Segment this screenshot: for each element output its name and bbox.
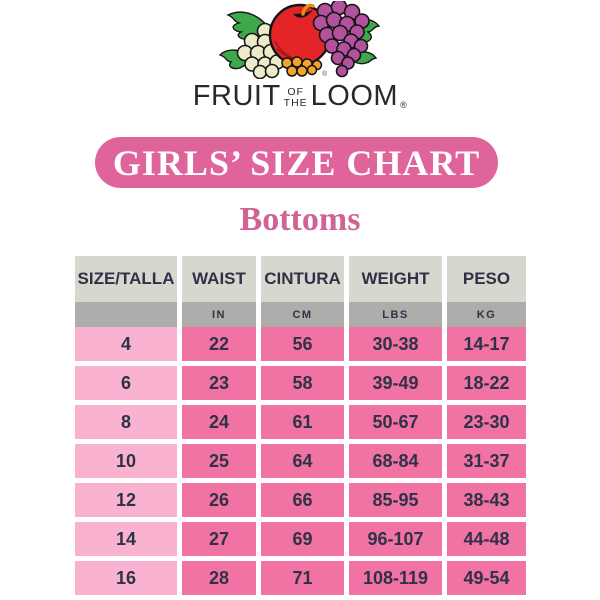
value-cell: 23 — [182, 366, 256, 400]
size-cell: 14 — [75, 522, 177, 556]
value-cell: 25 — [182, 444, 256, 478]
value-cell: 71 — [261, 561, 344, 595]
value-cell: 31-37 — [447, 444, 526, 478]
value-cell: 14-17 — [447, 327, 526, 361]
size-cell: 6 — [75, 366, 177, 400]
value-cell: 28 — [182, 561, 256, 595]
table-row — [75, 327, 526, 361]
fruit-logo-icon — [219, 1, 381, 79]
brand-word-fruit: FRUIT — [192, 80, 281, 112]
unit-header-size — [75, 302, 177, 327]
column-header-cintura: CINTURA — [261, 256, 344, 302]
unit-header-cm: CM — [261, 302, 344, 327]
value-cell: 38-43 — [447, 483, 526, 517]
table-row — [75, 561, 526, 595]
column-header-weight: WEIGHT — [349, 256, 442, 302]
size-table-body — [75, 327, 526, 595]
table-row — [75, 366, 526, 400]
value-cell: 69 — [261, 522, 344, 556]
brand-of-the — [284, 84, 308, 108]
size-table — [75, 256, 526, 595]
value-cell: 68-84 — [349, 444, 442, 478]
value-cell: 26 — [182, 483, 256, 517]
size-cell: 8 — [75, 405, 177, 439]
size-cell: 4 — [75, 327, 177, 361]
value-cell: 24 — [182, 405, 256, 439]
value-cell: 61 — [261, 405, 344, 439]
brand-word-the: THE — [283, 96, 308, 109]
table-unit-row — [75, 302, 526, 327]
unit-header-lbs: LBS — [349, 302, 442, 327]
value-cell: 18-22 — [447, 366, 526, 400]
value-cell: 39-49 — [349, 366, 442, 400]
value-cell: 56 — [261, 327, 344, 361]
value-cell: 27 — [182, 522, 256, 556]
brand-wordmark — [0, 82, 600, 110]
subtitle-bottoms: Bottoms — [239, 201, 361, 238]
size-cell: 16 — [75, 561, 177, 595]
value-cell: 23-30 — [447, 405, 526, 439]
registered-mark: ® — [400, 100, 408, 110]
value-cell: 64 — [261, 444, 344, 478]
column-header-size: SIZE/TALLA — [75, 256, 177, 302]
value-cell: 58 — [261, 366, 344, 400]
size-cell: 10 — [75, 444, 177, 478]
brand-word-of: OF — [287, 86, 304, 98]
column-header-waist: WAIST — [182, 256, 256, 302]
value-cell: 108-119 — [349, 561, 442, 595]
value-cell: 44-48 — [447, 522, 526, 556]
unit-header-in: IN — [182, 302, 256, 327]
value-cell: 49-54 — [447, 561, 526, 595]
value-cell: 85-95 — [349, 483, 442, 517]
value-cell: 66 — [261, 483, 344, 517]
table-row — [75, 444, 526, 478]
fruit-registered-mark: ® — [322, 71, 328, 78]
size-cell: 12 — [75, 483, 177, 517]
size-chart-banner — [95, 137, 498, 188]
table-row — [75, 405, 526, 439]
unit-header-kg: KG — [447, 302, 526, 327]
value-cell: 22 — [182, 327, 256, 361]
table-row — [75, 522, 526, 556]
value-cell: 50-67 — [349, 405, 442, 439]
value-cell: 96-107 — [349, 522, 442, 556]
brand-word-loom: LOOM — [310, 80, 399, 112]
value-cell: 30-38 — [349, 327, 442, 361]
table-header-row — [75, 256, 526, 302]
table-row — [75, 483, 526, 517]
banner-title: GIRLS’ SIZE CHART — [112, 142, 481, 183]
column-header-peso: PESO — [447, 256, 526, 302]
